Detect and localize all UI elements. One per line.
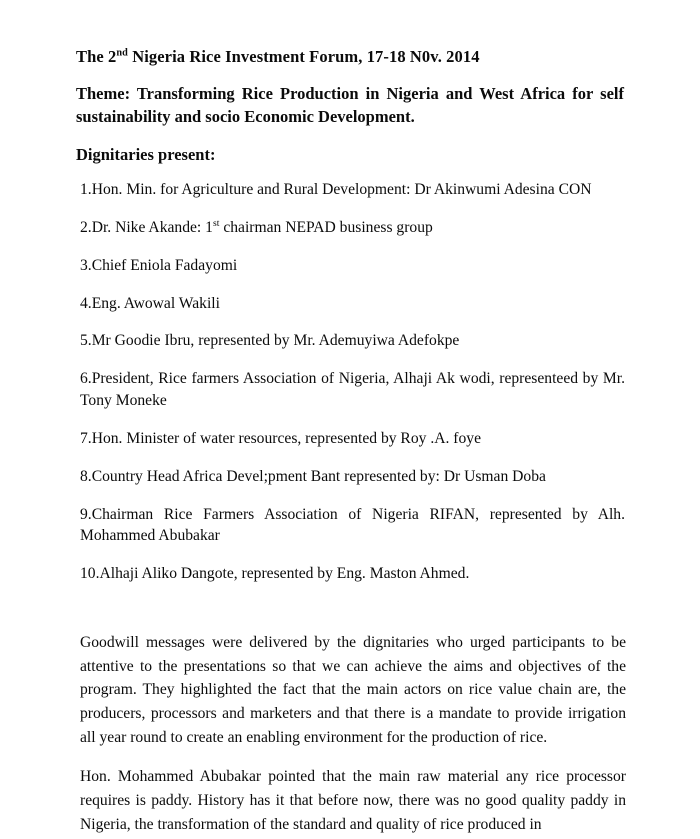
body-paragraph: Hon. Mohammed Abubakar pointed that the main raw material any rice processor requires is paddy. History has it that before now, there was no good quality paddy in Nigeria, the transformation of the standard and quality of rice produced in bbox=[80, 768, 626, 833]
dignitary-item: 5.Mr Goodie Ibru, represented by Mr. Ademuyiwa Adefokpe bbox=[80, 332, 460, 350]
dignitary-item: 3.Chief Eniola Fadayomi bbox=[80, 256, 238, 274]
dignitary-ordinal-suffix: st bbox=[212, 217, 220, 229]
dignitary-item: 4.Eng. Awowal Wakili bbox=[80, 294, 220, 312]
dignitary-text-before: 2.Dr. Nike Akande: 1 bbox=[80, 218, 213, 236]
document-title-rest: Nigeria Rice Investment Forum, 17-18 N0v. 2014 bbox=[127, 47, 480, 66]
body-paragraphs bbox=[76, 631, 626, 837]
dignitary-item bbox=[76, 217, 626, 239]
section-spacer bbox=[76, 601, 626, 631]
dignitaries-list bbox=[76, 179, 626, 585]
theme-statement: Theme: Transforming Rice Production in Nigeria and West Africa for self sustainability and socio Economic Development. bbox=[76, 83, 624, 127]
dignitary-item: 10.Alhaji Aliko Dangote, represented by Eng. Maston Ahmed. bbox=[80, 565, 470, 583]
dignitary-item: 6.President, Rice farmers Association of Nigeria, Alhaji Ak wodi, representeed by Mr. Tony Moneke bbox=[80, 370, 625, 410]
dignitary-item: 1.Hon. Min. for Agriculture and Rural Development: Dr Akinwumi Adesina CON bbox=[80, 181, 592, 199]
dignitaries-heading: Dignitaries present: bbox=[76, 144, 216, 164]
dignitary-item: 9.Chairman Rice Farmers Association of Nigeria RIFAN, represented by Alh. Mohammed Abubakar bbox=[80, 505, 625, 545]
dignitary-item: 8.Country Head Africa Devel;pment Bant represented by: Dr Usman Doba bbox=[80, 467, 546, 485]
dignitary-item: 7.Hon. Minister of water resources, represented by Roy .A. foye bbox=[80, 429, 481, 447]
document-title bbox=[76, 46, 626, 68]
body-paragraph: Goodwill messages were delivered by the dignitaries who urged participants to be attentive to the presentations so that we can achieve the aims and objectives of the program. They highlighted the fact that the main actors on rice value chain are, the producers, processors and marketers and that there is a mandate to provide irrigation all year round to create an enabling environment for the production of rice. bbox=[80, 633, 626, 746]
document-title-ordinal-suffix: nd bbox=[116, 47, 128, 59]
dignitary-text-after: chairman NEPAD business group bbox=[219, 218, 433, 236]
document-title-prefix: The 2 bbox=[76, 47, 117, 66]
